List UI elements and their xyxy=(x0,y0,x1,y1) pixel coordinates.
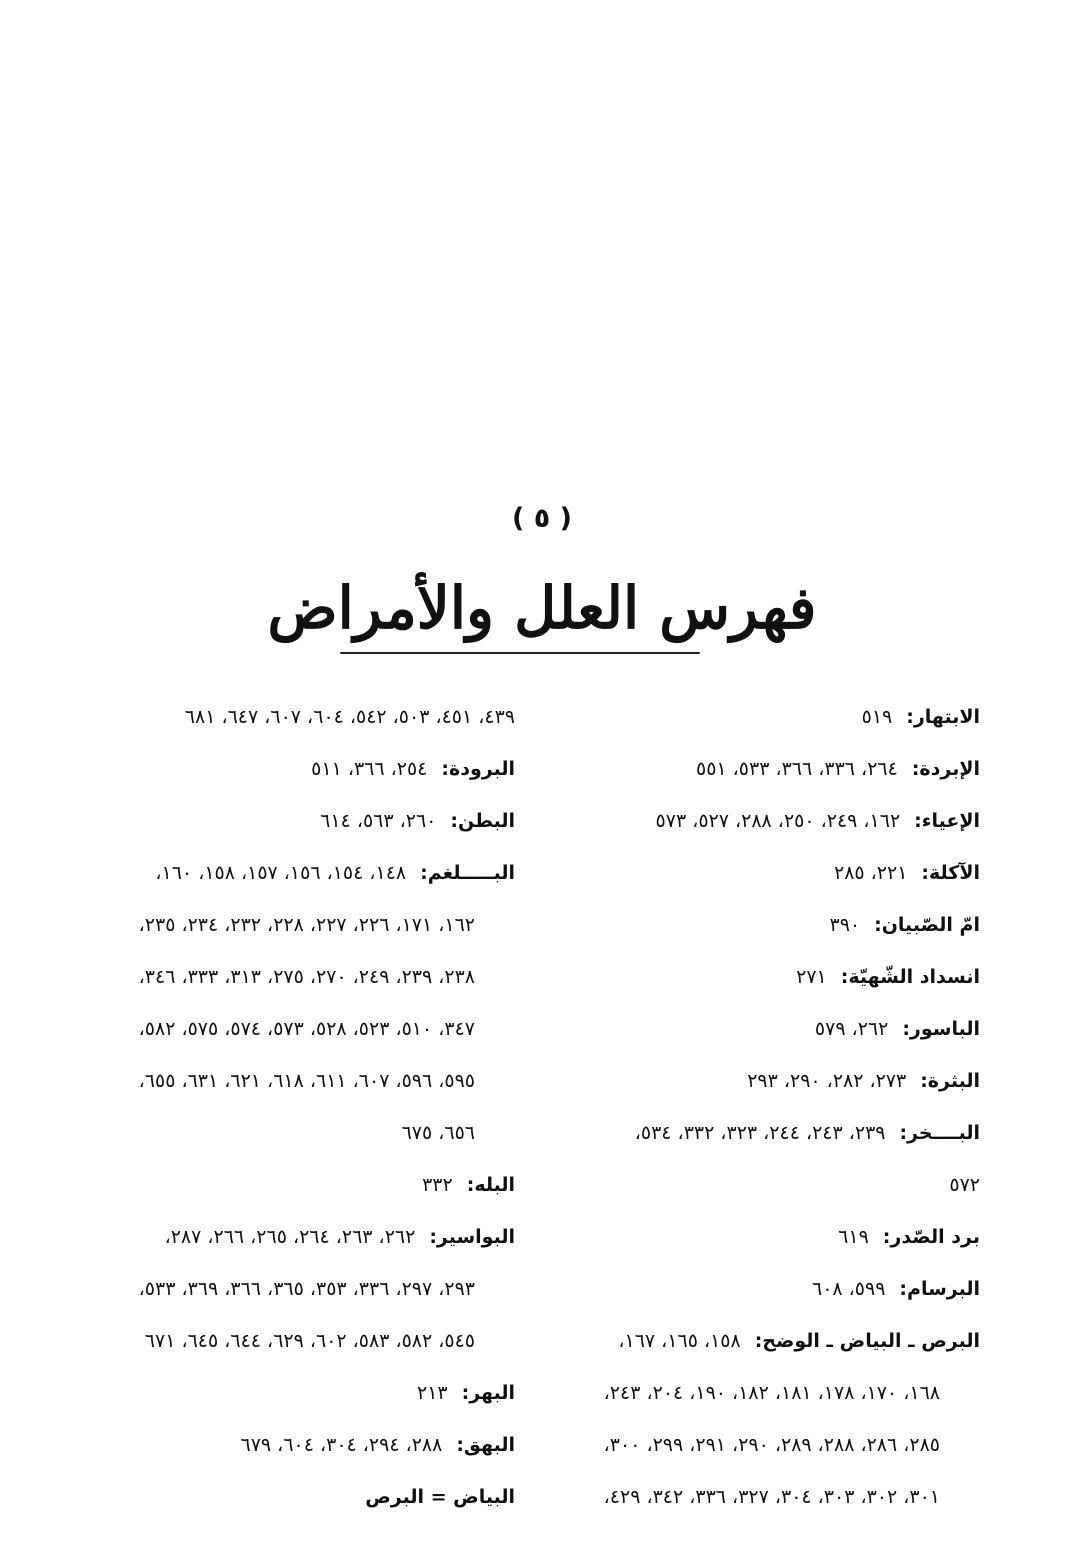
index-entry xyxy=(139,1262,475,1316)
index-entry xyxy=(311,742,515,796)
index-entry xyxy=(185,690,515,744)
index-entry xyxy=(422,1158,515,1212)
entry-pages: ٣٣٢ xyxy=(422,1174,453,1196)
index-entry xyxy=(829,898,980,952)
index-entry xyxy=(402,1106,475,1160)
index-entry xyxy=(834,846,980,900)
entry-pages: ٤٣٩، ٤٥١، ٥٠٣، ٥٤٢، ٦٠٤، ٦٠٧، ٦٤٧، ٦٨١ xyxy=(184,706,515,728)
entry-term: امّ الصّبيان: xyxy=(874,914,980,936)
entry-term: البرسام: xyxy=(899,1278,980,1300)
entry-term: البـــــلغم: xyxy=(420,862,515,884)
entry-pages: ٢٦٢، ٥٧٩ xyxy=(814,1018,889,1040)
entry-term: البرص ـ البياض ـ الوضح: xyxy=(754,1330,980,1352)
entry-pages: ٢٣٨، ٢٣٩، ٢٤٩، ٢٧٠، ٢٧٥، ٣١٣، ٣٣٣، ٣٤٦، xyxy=(138,966,475,988)
entry-pages: ٢٨٨، ٢٩٤، ٣٠٤، ٦٠٤، ٦٧٩ xyxy=(240,1434,443,1456)
entry-term: البطن: xyxy=(450,810,515,832)
index-entry xyxy=(815,1002,980,1056)
index-entry xyxy=(747,1054,980,1108)
entry-term: الإبردة: xyxy=(911,758,980,780)
entry-term: البياض = البرص xyxy=(365,1486,515,1508)
entry-term: البله: xyxy=(466,1174,515,1196)
index-entry xyxy=(604,1366,940,1420)
entry-term: انسداد الشّهيّة: xyxy=(840,966,980,988)
index-entry xyxy=(139,950,475,1004)
index-entry xyxy=(241,1418,515,1472)
entry-pages: ٢٢١، ٢٨٥ xyxy=(833,862,908,884)
entry-term: الإعياء: xyxy=(914,810,980,832)
index-entry xyxy=(351,1470,515,1524)
index-entry xyxy=(656,794,980,848)
chapter-number: ( ٥ ) xyxy=(512,503,572,534)
index-entry xyxy=(139,1054,475,1108)
entry-term: البرودة: xyxy=(441,758,515,780)
entry-pages: ٢٧٣، ٢٨٢، ٢٩٠، ٢٩٣ xyxy=(747,1070,907,1092)
index-entry xyxy=(796,950,980,1004)
index-entry xyxy=(862,690,980,744)
entry-pages: ٢٦٤، ٣٣٦، ٣٦٦، ٥٣٣، ٥٥١ xyxy=(696,758,898,780)
entry-pages: ٢١٣ xyxy=(417,1382,448,1404)
entry-pages: ٣٠١، ٣٠٢، ٣٠٣، ٣٠٤، ٣٢٧، ٣٣٦، ٣٤٢، ٤٢٩، xyxy=(603,1486,940,1508)
entry-pages: ٥١٩ xyxy=(861,706,893,728)
entry-pages: ٣٤٧، ٥١٠، ٥٢٣، ٥٢٨، ٥٧٣، ٥٧٤، ٥٧٥، ٥٨٢، xyxy=(138,1018,475,1040)
title-flourish xyxy=(340,652,700,654)
entry-pages: ١٦٨، ١٧٠، ١٧٨، ١٨١، ١٨٢، ١٩٠، ٢٠٤، ٢٤٣، xyxy=(603,1382,940,1404)
index-entry xyxy=(155,846,515,900)
index-entry xyxy=(838,1210,980,1264)
entry-term: الابتهار: xyxy=(906,706,980,728)
entry-term: برد الصّدر: xyxy=(882,1226,980,1248)
entry-term: الباسور: xyxy=(902,1018,980,1040)
index-entry xyxy=(139,1002,475,1056)
entry-pages: ٥٩٩، ٦٠٨ xyxy=(812,1278,886,1300)
entry-pages: ٥٤٥، ٥٨٢، ٥٨٣، ٦٠٢، ٦٢٩، ٦٤٤، ٦٤٥، ٦٧١ xyxy=(144,1330,475,1352)
entry-pages: ٢٧١ xyxy=(796,966,827,988)
index-entry xyxy=(417,1366,515,1420)
index-entry xyxy=(949,1158,980,1212)
entry-pages: ٣٩٠ xyxy=(829,914,861,936)
entry-pages: ٦١٩ xyxy=(838,1226,869,1248)
entry-pages: ٢٥٤، ٣٦٦، ٥١١ xyxy=(311,758,428,780)
entry-term: البواسير: xyxy=(429,1226,515,1248)
index-entry xyxy=(812,1262,980,1316)
entry-pages: ٦٥٦، ٦٧٥ xyxy=(401,1122,475,1144)
index-entry xyxy=(165,1210,515,1264)
index-entry xyxy=(618,1314,980,1368)
entry-pages: ٢٦٠، ٥٦٣، ٦١٤ xyxy=(320,810,437,832)
index-entry xyxy=(635,1106,980,1160)
entry-term: البــــخر: xyxy=(899,1122,980,1144)
index-entry xyxy=(145,1314,475,1368)
entry-pages: ٢٣٩، ٢٤٣، ٢٤٤، ٣٢٣، ٣٣٢، ٥٣٤، xyxy=(634,1122,886,1144)
index-entry xyxy=(604,1418,940,1472)
entry-term: البهر: xyxy=(461,1382,515,1404)
index-entry xyxy=(320,794,515,848)
entry-pages: ٢٩٣، ٢٩٧، ٣٣٦، ٣٥٣، ٣٦٥، ٣٦٦، ٣٦٩، ٥٣٣، xyxy=(138,1278,475,1300)
entry-pages: ١٤٨، ١٥٤، ١٥٦، ١٥٧، ١٥٨، ١٦٠، xyxy=(155,862,407,884)
page-title: فهرس العلل والأمراض xyxy=(267,574,817,642)
entry-pages: ٢٨٥، ٢٨٦، ٢٨٨، ٢٨٩، ٢٩٠، ٢٩١، ٢٩٩، ٣٠٠، xyxy=(603,1434,940,1456)
index-entry xyxy=(696,742,980,796)
entry-pages: ١٦٢، ٢٤٩، ٢٥٠، ٢٨٨، ٥٢٧، ٥٧٣ xyxy=(655,810,901,832)
entry-term: الآكلة: xyxy=(921,862,980,884)
entry-term: البهق: xyxy=(456,1434,515,1456)
entry-pages: ٢٦٢، ٢٦٣، ٢٦٤، ٢٦٥، ٢٦٦، ٢٨٧، xyxy=(164,1226,416,1248)
entry-pages: ٥٩٥، ٥٩٦، ٦٠٧، ٦١١، ٦١٨، ٦٢١، ٦٣١، ٦٥٥، xyxy=(138,1070,475,1092)
entry-pages: ٥٧٢ xyxy=(949,1174,980,1196)
index-entry xyxy=(604,1470,940,1524)
index-entry xyxy=(139,898,475,952)
entry-pages: ١٦٢، ١٧١، ٢٢٦، ٢٢٧، ٢٢٨، ٢٣٢، ٢٣٤، ٢٣٥، xyxy=(138,914,475,936)
entry-term: البثرة: xyxy=(920,1070,980,1092)
entry-pages: ١٥٨، ١٦٥، ١٦٧، xyxy=(618,1330,741,1352)
